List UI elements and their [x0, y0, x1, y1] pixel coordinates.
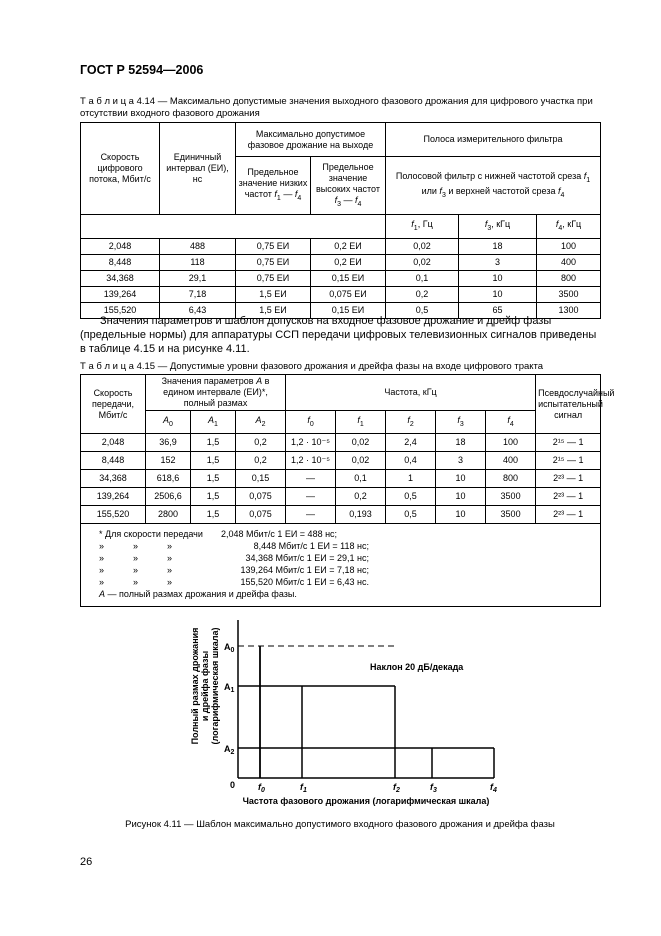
t15-cell: 1 [386, 470, 436, 488]
t15-cell: — [286, 506, 336, 524]
t15-cell: 400 [486, 452, 536, 470]
t15-cell: — [286, 488, 336, 506]
t14-cell: 10 [459, 271, 537, 287]
figure-caption: Рисунок 4.11 — Шаблон максимально допустимого входного фазового дрожания и дрейфа фазы [125, 819, 555, 830]
t14-header-high: Предельное значение высоких частот $f_3$ — $f_4$ [311, 157, 386, 215]
t15-cell: 0,1 [336, 470, 386, 488]
t15-cell: 618,6 [146, 470, 191, 488]
t14-cell: 6,43 [160, 303, 236, 319]
t14-cell: 0,1 [386, 271, 459, 287]
t15-cell: 10 [436, 506, 486, 524]
t14-cell: 0,2 ЕИ [311, 255, 386, 271]
t15-cell: 0,02 [336, 434, 386, 452]
t15-cell: 139,264 [81, 488, 146, 506]
t15-cell: 2²³ — 1 [536, 488, 601, 506]
t15-cell: 1,2 · 10⁻⁵ [286, 452, 336, 470]
t15-cell: 2,048 [81, 434, 146, 452]
t15-cell: 2¹⁵ — 1 [536, 452, 601, 470]
t14-cell: 0,02 [386, 239, 459, 255]
t15-cell: 0,2 [336, 488, 386, 506]
t14-row [81, 271, 601, 287]
t14-cell: 0,15 ЕИ [311, 303, 386, 319]
t15-cell: 36,9 [146, 434, 191, 452]
t15-header-params: Значения параметров A в едином интервале (ЕИ)*, полный размах [146, 375, 286, 411]
page-number: 26 [80, 856, 93, 868]
t14-cell: 0,2 ЕИ [311, 239, 386, 255]
t15-cell: 2,4 [386, 434, 436, 452]
t15-cell: 155,520 [81, 506, 146, 524]
t14-cell: 10 [459, 287, 537, 303]
t14-cell: 1,5 ЕИ [236, 287, 311, 303]
t14-cell: 118 [160, 255, 236, 271]
t14-cell: 0,2 [386, 287, 459, 303]
t15-cell: 2¹⁵ — 1 [536, 434, 601, 452]
t14-header-f3: $f_3$, кГц [459, 215, 537, 239]
t14-cell: 0,75 ЕИ [236, 239, 311, 255]
t15-header-a0: $A_0$ [146, 411, 191, 434]
t15-cell: 2800 [146, 506, 191, 524]
paragraph: Значения параметров и шаблон допусков на входное фазовое дрожание и дрейф фазы (предельные нормы) для аппаратуры ССП передачи цифровых телевизионных сигналов приведены в таблице 4.15 и на рисунке 4.11. [80, 315, 597, 355]
figure-ylabel-3: (логарифмическая шкала) [210, 627, 220, 745]
t15-cell: 2²³ — 1 [536, 506, 601, 524]
figure-4-11 [180, 610, 510, 810]
t15-cell: 3 [436, 452, 486, 470]
figure-ytick-a2: $A_2$ [224, 744, 235, 756]
t15-cell: 0,075 [236, 488, 286, 506]
t14-header-f1: $f_1$, Гц [386, 215, 459, 239]
t15-note-line: » » » 8,448 Мбит/с 1 ЕИ = 118 нс; [99, 541, 369, 551]
t15-row [81, 506, 601, 524]
t15-header-freq: Частота, кГц [286, 375, 536, 411]
t15-cell: — [286, 470, 336, 488]
t15-cell: 34,368 [81, 470, 146, 488]
t14-cell: 100 [537, 239, 601, 255]
table-4-15-caption: Т а б л и ц а 4.15 — Допустимые уровни фазового дрожания и дрейфа фазы на входе цифрового тракта [80, 361, 544, 372]
t15-cell: 10 [436, 488, 486, 506]
figure-xtick-f1: $f_1$ [300, 782, 307, 794]
t15-cell: 10 [436, 470, 486, 488]
t15-row [81, 488, 601, 506]
t14-cell: 0,075 ЕИ [311, 287, 386, 303]
t15-cell: 0,075 [236, 506, 286, 524]
t15-header-f0: $f_0$ [286, 411, 336, 434]
t14-row [81, 239, 601, 255]
t14-cell: 3 [459, 255, 537, 271]
t14-header-band: Полоса измерительного фильтра [386, 123, 601, 157]
t14-row [81, 255, 601, 271]
t15-cell: 1,5 [191, 488, 236, 506]
document-header: ГОСТ Р 52594—2006 [80, 63, 204, 77]
t14-cell: 65 [459, 303, 537, 319]
t15-row [81, 470, 601, 488]
t15-header-f1: $f_1$ [336, 411, 386, 434]
table-4-14-caption: Т а б л и ц а 4.14 — Максимально допустимые значения выходного фазового дрожания для цифрового участка при отсутствии входного фазового дрожания [80, 96, 593, 119]
t15-note-line: » » » 34,368 Мбит/с 1 ЕИ = 29,1 нс; [99, 553, 369, 563]
figure-xtick-f0: $f_0$ [258, 782, 265, 794]
t15-header-f2: $f_2$ [386, 411, 436, 434]
t15-cell: 8,448 [81, 452, 146, 470]
t14-header-f4: $f_4$, кГц [537, 215, 601, 239]
t15-notes [81, 524, 601, 607]
t14-header-bandpass: Полосовой фильтр с нижней частотой среза $f_1$ или $f_3$ и верхней частотой среза $f_4$ [386, 157, 601, 215]
t15-note-line: * Для скорости передачи 2,048 Мбит/с 1 ЕИ = 488 нс; [99, 529, 338, 539]
figure-ytick-a1: $A_1$ [224, 682, 235, 694]
figure-xtick-f3: $f_3$ [430, 782, 437, 794]
t14-cell: 400 [537, 255, 601, 271]
t14-cell: 155,520 [81, 303, 160, 319]
t14-cell: 2,048 [81, 239, 160, 255]
figure-ylabel-1: Полный размах дрожания [190, 627, 200, 745]
t14-cell: 1300 [537, 303, 601, 319]
t15-note-line: » » » 139,264 Мбит/с 1 ЕИ = 7,18 нс; [99, 565, 369, 575]
figure-ylabel-2: и дрейфа фазы [200, 650, 210, 722]
t15-cell: 1,5 [191, 470, 236, 488]
t15-cell: 1,5 [191, 434, 236, 452]
t15-row [81, 434, 601, 452]
t14-cell: 139,264 [81, 287, 160, 303]
t14-cell: 7,18 [160, 287, 236, 303]
figure-zero: 0 [230, 780, 236, 790]
t14-header-speed: Скорость цифрового потока, Мбит/с [81, 123, 160, 215]
t15-cell: 0,02 [336, 452, 386, 470]
t14-cell: 0,75 ЕИ [236, 255, 311, 271]
figure-xtick-f2: $f_2$ [393, 782, 400, 794]
t14-cell: 0,5 [386, 303, 459, 319]
t15-cell: 0,15 [236, 470, 286, 488]
t15-cell: 0,193 [336, 506, 386, 524]
t14-cell: 29,1 [160, 271, 236, 287]
t14-cell: 0,02 [386, 255, 459, 271]
t15-cell: 0,2 [236, 452, 286, 470]
t14-cell: 34,368 [81, 271, 160, 287]
figure-xtick-f4: $f_4$ [490, 782, 497, 794]
t15-header-a1: $A_1$ [191, 411, 236, 434]
t14-cell: 8,448 [81, 255, 160, 271]
t15-cell: 0,4 [386, 452, 436, 470]
t15-cell: 18 [436, 434, 486, 452]
t14-cell: 488 [160, 239, 236, 255]
t14-cell: 3500 [537, 287, 601, 303]
t14-header-ui: Единичный интервал (ЕИ), нс [160, 123, 236, 215]
t15-cell: 2²³ — 1 [536, 470, 601, 488]
t15-cell: 3500 [486, 488, 536, 506]
t15-cell: 0,2 [236, 434, 286, 452]
t14-cell: 18 [459, 239, 537, 255]
t15-notes-list [99, 528, 582, 588]
t15-note-a: A — полный размах дрожания и дрейфа фазы. [99, 589, 297, 599]
table-4-14 [80, 122, 601, 319]
t14-header-low: Предельное значение низких частот $f_1$ — $f_4$ [236, 157, 311, 215]
t14-row [81, 287, 601, 303]
t15-cell: 0,5 [386, 488, 436, 506]
t15-note-line: » » » 155,520 Мбит/с 1 ЕИ = 6,43 нс. [99, 577, 369, 587]
t14-cell: 1,5 ЕИ [236, 303, 311, 319]
figure-slope-label: Наклон 20 дБ/декада [370, 662, 464, 672]
t15-cell: 2506,6 [146, 488, 191, 506]
table-4-15 [80, 374, 615, 607]
t15-cell: 1,5 [191, 452, 236, 470]
t14-cell: 800 [537, 271, 601, 287]
t14-cell: 0,75 ЕИ [236, 271, 311, 287]
t15-cell: 100 [486, 434, 536, 452]
t14-header-blank [81, 215, 386, 239]
t15-header-speed: Скорость передачи, Мбит/с [81, 375, 146, 434]
t15-header-a2: $A_2$ [236, 411, 286, 434]
t15-cell: 1,5 [191, 506, 236, 524]
t15-cell: 800 [486, 470, 536, 488]
t14-cell: 0,15 ЕИ [311, 271, 386, 287]
t15-row [81, 452, 601, 470]
t15-cell: 0,5 [386, 506, 436, 524]
t15-header-f4: $f_4$ [486, 411, 536, 434]
t15-header-pseudo: Псевдослучайный испытательный сигнал [536, 375, 601, 434]
figure-xlabel: Частота фазового дрожания (логарифмическая шкала) [242, 796, 490, 806]
t15-cell: 152 [146, 452, 191, 470]
t14-header-max: Максимально допустимое фазовое дрожание на выходе [236, 123, 386, 157]
t15-cell: 1,2 · 10⁻⁵ [286, 434, 336, 452]
figure-ytick-a0: $A_0$ [224, 642, 235, 654]
t15-cell: 3500 [486, 506, 536, 524]
t15-header-f3: $f_3$ [436, 411, 486, 434]
